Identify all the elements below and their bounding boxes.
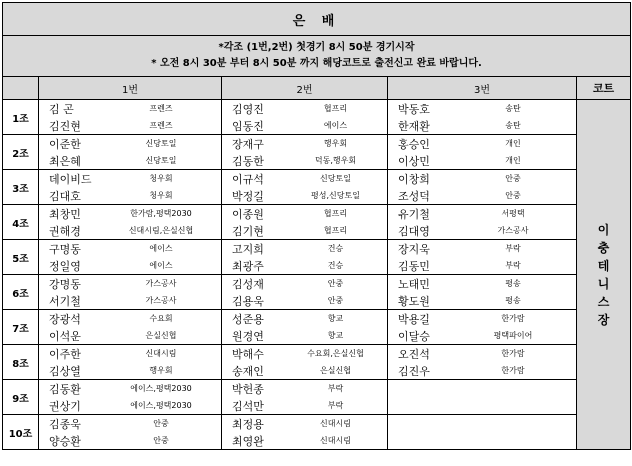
- player-entry: [39, 187, 221, 204]
- player-club: 평송: [505, 296, 521, 305]
- player-name: 권해경: [49, 224, 81, 238]
- player-entry: [222, 275, 387, 292]
- player-name: 김동환: [49, 382, 81, 396]
- team-cell: [39, 170, 222, 205]
- player-name: 김대호: [49, 189, 81, 203]
- header-court: 코트: [577, 77, 631, 100]
- player-entry: [39, 292, 221, 309]
- player-name: 김용욱: [232, 294, 264, 308]
- player-club: 수요회: [149, 314, 173, 323]
- player-club: 협프리: [323, 226, 348, 235]
- player-entry: [222, 257, 387, 274]
- player-entry: [39, 152, 221, 169]
- player-name: 강명동: [49, 277, 81, 291]
- player-club: 신대시림: [320, 436, 351, 445]
- court-name-cell: [577, 100, 631, 450]
- player-club: 신대시림: [145, 349, 177, 358]
- player-club: 안중: [327, 279, 344, 288]
- player-entry: [388, 327, 576, 344]
- player-entry: [39, 240, 221, 257]
- player-name: 김동한: [232, 154, 264, 168]
- player-entry: [388, 310, 576, 327]
- player-name: 김동민: [398, 259, 430, 273]
- player-name: 이준한: [49, 137, 81, 151]
- player-name: 김기현: [232, 224, 264, 238]
- player-entry: [388, 240, 576, 257]
- player-name: 홍승인: [398, 137, 430, 151]
- player-club: 향교: [327, 314, 344, 323]
- player-club: 에이스: [149, 244, 173, 253]
- player-entry: [39, 117, 221, 134]
- player-club: 청우회: [149, 174, 173, 183]
- player-name: 노태민: [398, 277, 430, 291]
- player-club: 개인: [505, 139, 521, 148]
- team-cell: [39, 310, 222, 345]
- player-name: 서기철: [49, 294, 81, 308]
- player-entry: [222, 205, 387, 222]
- team-cell: [39, 275, 222, 310]
- player-club: 건승: [327, 244, 344, 253]
- header-slot-2: 2번: [222, 77, 388, 100]
- player-club: 부락: [327, 384, 344, 393]
- player-club: 협프리: [323, 104, 348, 113]
- player-club: 개인: [505, 156, 521, 165]
- player-entry: [39, 257, 221, 274]
- player-entry: [222, 170, 387, 187]
- player-name: 박용길: [398, 312, 430, 326]
- player-club: 가스공사: [145, 296, 177, 305]
- player-entry: [222, 292, 387, 309]
- player-entry: [222, 117, 387, 134]
- player-entry: [388, 432, 576, 449]
- team-cell: [222, 310, 388, 345]
- player-club: 신당토일: [145, 156, 177, 165]
- player-club: 프렌즈: [149, 121, 173, 130]
- player-name: 김종욱: [49, 417, 81, 431]
- player-entry: [222, 135, 387, 152]
- player-name: 김 곤: [49, 102, 74, 116]
- player-entry: [388, 222, 576, 239]
- team-cell: [222, 415, 388, 450]
- player-entry: [388, 135, 576, 152]
- player-club: 송탄: [505, 121, 521, 130]
- player-name: 임동진: [232, 119, 264, 133]
- team-cell: [388, 170, 577, 205]
- player-name: 조성덕: [398, 189, 430, 203]
- group-label: 4조: [3, 205, 39, 240]
- player-entry: [39, 135, 221, 152]
- player-entry: [222, 187, 387, 204]
- team-cell: [39, 345, 222, 380]
- player-entry: [222, 380, 387, 397]
- player-name: 정일영: [49, 259, 81, 273]
- player-name: 박정길: [232, 189, 264, 203]
- player-name: 오진석: [398, 347, 430, 361]
- player-club: 건승: [327, 261, 344, 270]
- group-row: [3, 170, 631, 205]
- player-club: 프렌즈: [149, 104, 173, 113]
- player-club: 안중: [327, 296, 344, 305]
- player-entry: [39, 432, 221, 449]
- player-name: 김영진: [232, 102, 264, 116]
- player-entry: [388, 170, 576, 187]
- player-entry: [39, 170, 221, 187]
- player-entry: [222, 100, 387, 117]
- team-cell: [222, 240, 388, 275]
- team-cell: [388, 135, 577, 170]
- player-entry: [222, 432, 387, 449]
- group-label: 3조: [3, 170, 39, 205]
- player-name: 구명동: [49, 242, 81, 256]
- group-label: 8조: [3, 345, 39, 380]
- player-entry: [39, 362, 221, 379]
- player-name: 장광석: [49, 312, 81, 326]
- team-cell: [388, 310, 577, 345]
- player-club: 부락: [505, 244, 521, 253]
- team-cell: [388, 345, 577, 380]
- group-row: [3, 380, 631, 415]
- player-club: 가스공사: [145, 279, 177, 288]
- player-entry: [222, 415, 387, 432]
- player-club: 행우회: [323, 139, 348, 148]
- player-name: 이석운: [49, 329, 81, 343]
- team-cell: [222, 170, 388, 205]
- player-entry: [388, 187, 576, 204]
- player-entry: [222, 345, 387, 362]
- player-club: 한가람: [501, 314, 525, 323]
- player-name: 박동호: [398, 102, 430, 116]
- player-name: 원경연: [232, 329, 264, 343]
- player-entry: [388, 117, 576, 134]
- player-entry: [388, 397, 576, 414]
- group-label: 2조: [3, 135, 39, 170]
- player-club: 향교: [327, 331, 344, 340]
- header-slot-1: 1번: [39, 77, 222, 100]
- team-cell: [222, 100, 388, 135]
- player-club: 신대시림: [320, 419, 351, 428]
- player-club: 에이스: [323, 121, 348, 130]
- group-label: 5조: [3, 240, 39, 275]
- player-entry: [39, 397, 221, 414]
- group-row: [3, 100, 631, 135]
- player-club: 평송: [505, 279, 521, 288]
- player-club: 안중: [153, 419, 169, 428]
- team-cell: [222, 380, 388, 415]
- group-row: [3, 205, 631, 240]
- player-name: 장지욱: [398, 242, 430, 256]
- player-name: 이규석: [232, 172, 264, 186]
- player-entry: [39, 100, 221, 117]
- player-name: 한재환: [398, 119, 430, 133]
- team-cell: [388, 205, 577, 240]
- player-name: 최영완: [232, 434, 264, 448]
- header-blank: [3, 77, 39, 100]
- team-cell: [39, 415, 222, 450]
- group-label: 10조: [3, 415, 39, 450]
- team-cell: [222, 345, 388, 380]
- player-name: 이창희: [398, 172, 430, 186]
- team-cell: [388, 100, 577, 135]
- player-club: 청우회: [149, 191, 173, 200]
- player-club: 수요회,은실신협: [307, 349, 364, 358]
- player-name: 데이비드: [49, 172, 92, 186]
- notice-line-1: *각조 (1번,2번) 첫경기 8시 50분 경기시작: [218, 42, 415, 53]
- player-entry: [388, 292, 576, 309]
- player-club: 은실신협: [320, 366, 351, 375]
- player-club: 행우회: [149, 366, 173, 375]
- team-cell: [222, 205, 388, 240]
- player-name: 김진우: [398, 364, 430, 378]
- player-entry: [388, 345, 576, 362]
- player-entry: [222, 240, 387, 257]
- team-cell: [39, 135, 222, 170]
- player-name: 최창민: [49, 207, 81, 221]
- team-cell: [222, 135, 388, 170]
- player-entry: [222, 310, 387, 327]
- player-entry: [39, 415, 221, 432]
- player-club: 평택파이어: [493, 331, 533, 340]
- page-title: 은 배: [3, 3, 631, 36]
- player-club: 에이스: [149, 261, 173, 270]
- player-name: 김상열: [49, 364, 81, 378]
- player-entry: [222, 397, 387, 414]
- player-club: 안중: [505, 191, 521, 200]
- player-name: 김석만: [232, 399, 264, 413]
- player-name: 김진현: [49, 119, 81, 133]
- player-club: 에이스,평택2030: [130, 384, 192, 393]
- player-club: 송탄: [505, 104, 521, 113]
- player-entry: [388, 380, 576, 397]
- team-cell: [388, 275, 577, 310]
- player-name: 박헌종: [232, 382, 264, 396]
- player-name: 송재인: [232, 364, 264, 378]
- group-row: [3, 275, 631, 310]
- court-name: 이충테니스장: [597, 222, 610, 327]
- player-entry: [388, 362, 576, 379]
- player-entry: [39, 380, 221, 397]
- player-entry: [39, 222, 221, 239]
- notice-line-2: * 오전 8시 30분 부터 8시 50분 까지 해당코트로 출전신고 완료 바랍니다.: [151, 58, 482, 69]
- player-name: 권상기: [49, 399, 81, 413]
- player-entry: [222, 362, 387, 379]
- player-club: 가스공사: [497, 226, 529, 235]
- player-entry: [388, 257, 576, 274]
- player-club: 덕동,행우회: [314, 156, 357, 165]
- group-label: 6조: [3, 275, 39, 310]
- player-name: 양승환: [49, 434, 81, 448]
- player-club: 부락: [327, 401, 344, 410]
- player-name: 최광주: [232, 259, 264, 273]
- player-name: 김대영: [398, 224, 430, 238]
- team-cell: [222, 275, 388, 310]
- player-club: 부락: [505, 261, 521, 270]
- player-club: 한가람: [501, 349, 525, 358]
- player-name: 박해수: [232, 347, 264, 361]
- team-cell: [39, 100, 222, 135]
- player-club: 안중: [153, 436, 169, 445]
- player-entry: [39, 327, 221, 344]
- player-name: 유기철: [398, 207, 430, 221]
- player-name: 최은혜: [49, 154, 81, 168]
- player-club: 안중: [505, 174, 521, 183]
- player-entry: [388, 415, 576, 432]
- player-entry: [39, 275, 221, 292]
- player-entry: [222, 152, 387, 169]
- player-name: 황도원: [398, 294, 430, 308]
- player-name: 이주한: [49, 347, 81, 361]
- team-cell: [39, 240, 222, 275]
- player-club: 한가람,평택2030: [130, 209, 192, 218]
- team-cell: [39, 205, 222, 240]
- player-club: 신대시림,은실신협: [128, 226, 194, 235]
- group-row: [3, 415, 631, 450]
- player-entry: [39, 345, 221, 362]
- player-club: 신당토일: [145, 139, 177, 148]
- player-entry: [388, 205, 576, 222]
- player-entry: [39, 310, 221, 327]
- bracket-table: [2, 2, 631, 450]
- player-entry: [388, 100, 576, 117]
- notice-box: [3, 36, 631, 77]
- player-name: 이종원: [232, 207, 264, 221]
- group-label: 9조: [3, 380, 39, 415]
- group-row: [3, 345, 631, 380]
- player-name: 이달승: [398, 329, 430, 343]
- team-cell: [388, 415, 577, 450]
- group-row: [3, 135, 631, 170]
- player-entry: [39, 205, 221, 222]
- player-name: 김성재: [232, 277, 264, 291]
- team-cell: [388, 240, 577, 275]
- player-club: 에이스,평택2030: [130, 401, 192, 410]
- player-club: 협프리: [323, 209, 348, 218]
- player-club: 신당토일: [320, 174, 351, 183]
- player-name: 성준용: [232, 312, 264, 326]
- player-name: 고지희: [232, 242, 264, 256]
- group-label: 7조: [3, 310, 39, 345]
- group-row: [3, 240, 631, 275]
- player-entry: [388, 275, 576, 292]
- team-cell: [388, 380, 577, 415]
- player-club: 은실신협: [145, 331, 177, 340]
- team-cell: [39, 380, 222, 415]
- player-entry: [222, 327, 387, 344]
- group-label: 1조: [3, 100, 39, 135]
- player-name: 이상민: [398, 154, 430, 168]
- player-club: 한가람: [501, 366, 525, 375]
- player-name: 장재구: [232, 137, 264, 151]
- bracket-sheet: [2, 2, 630, 464]
- player-entry: [388, 152, 576, 169]
- header-slot-3: 3번: [388, 77, 577, 100]
- player-name: 최정용: [232, 417, 264, 431]
- player-club: 평성,신당토일: [311, 191, 360, 200]
- group-row: [3, 310, 631, 345]
- player-club: 서평택: [501, 209, 525, 218]
- player-entry: [222, 222, 387, 239]
